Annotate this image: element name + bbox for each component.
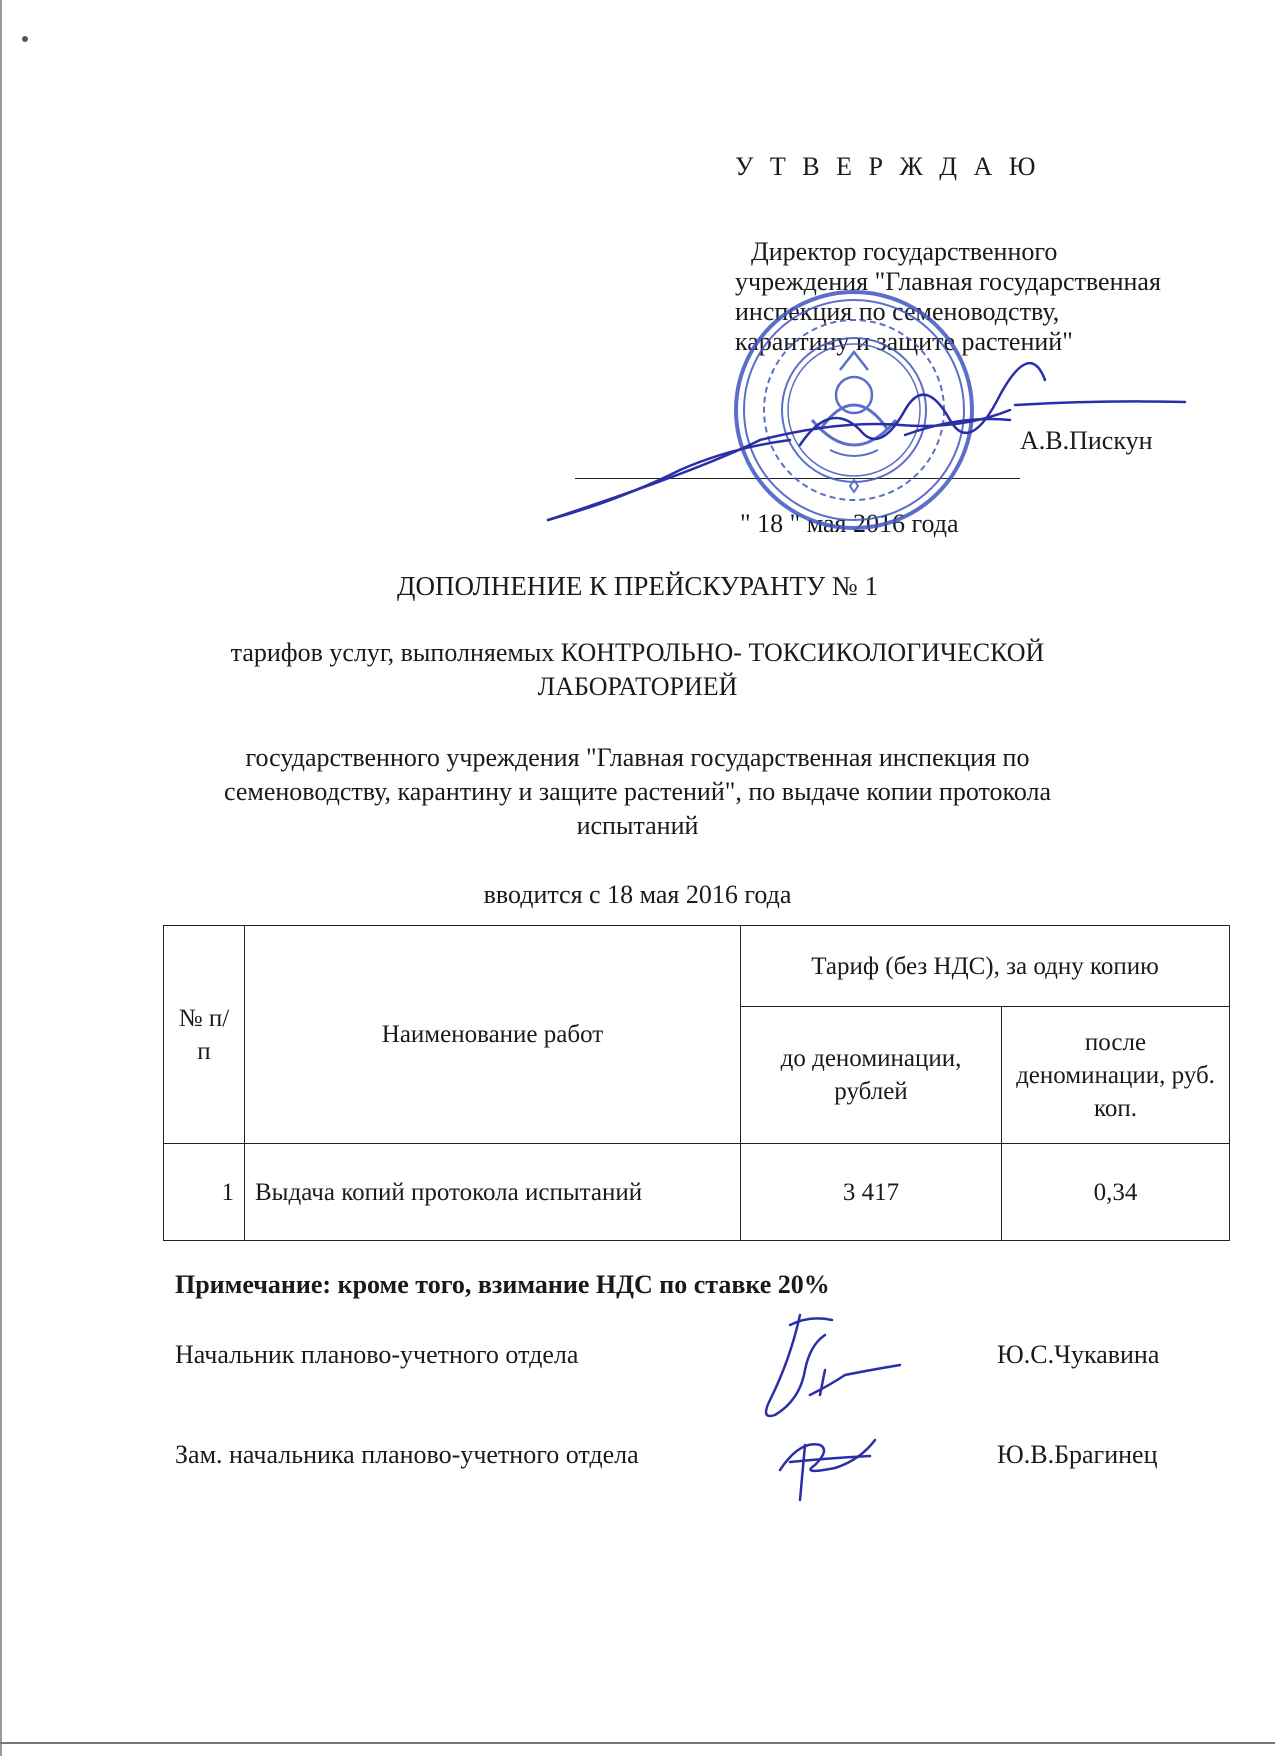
document-org-line: испытаний [576,811,699,840]
vat-note: Примечание: кроме того, взимание НДС по ставке 20% [175,1270,830,1299]
document-title: ДОПОЛНЕНИЕ К ПРЕЙСКУРАНТУ № 1 [397,571,878,601]
col-header-name: Наименование работ [245,926,741,1144]
official-seal-stamp [736,292,972,528]
approval-position-line: учреждения "Главная государственная [735,267,1161,296]
cell-name: Выдача копий протокола испытаний [245,1144,741,1241]
col-header-before: до деноминации, рублей [741,1007,1002,1144]
document-org-line: семеноводству, карантину и защите растений", по выдаче копии протокола [223,777,1052,806]
cell-number: 1 [164,1144,245,1241]
approval-position-line: карантину и защите растений" [735,327,1073,356]
effective-date: вводится с 18 мая 2016 года [483,880,792,909]
approval-position-line: инспекция по семеноводству, [735,297,1060,326]
tariff-table [163,925,1230,1241]
approval-signatory: А.В.Пискун [1020,426,1153,455]
cell-before: 3 417 [741,1144,1002,1241]
document-subtitle-line: ЛАБОРАТОРИЕЙ [537,672,738,701]
cell-after: 0,34 [1002,1144,1230,1241]
signature-role: Начальник планово-учетного отдела [175,1340,579,1369]
deputy-planning-signature [780,1440,875,1500]
approval-position-line: Директор государственного [751,237,1058,266]
col-header-after: после деноминации, руб. коп. [1002,1007,1230,1144]
head-planning-signature [766,1315,900,1416]
approval-date: " 18 " мая 2016 года [740,509,959,538]
signature-name: Ю.В.Брагинец [997,1440,1158,1469]
signature-role: Зам. начальника планово-учетного отдела [175,1440,639,1469]
col-header-tariff-group: Тариф (без НДС), за одну копию [741,926,1230,1007]
approval-heading: У Т В Е Р Ж Д А Ю [735,152,1041,181]
col-header-number: № п/п [164,926,245,1144]
table-row [164,1144,1230,1241]
signature-name: Ю.С.Чукавина [997,1340,1160,1369]
document-org-line: государственного учреждения "Главная государственная инспекция по [245,743,1030,772]
table-header-row [164,926,1230,1007]
document-subtitle-line: тарифов услуг, выполняемых КОНТРОЛЬНО- ТОКСИКОЛОГИЧЕСКОЙ [230,638,1045,667]
